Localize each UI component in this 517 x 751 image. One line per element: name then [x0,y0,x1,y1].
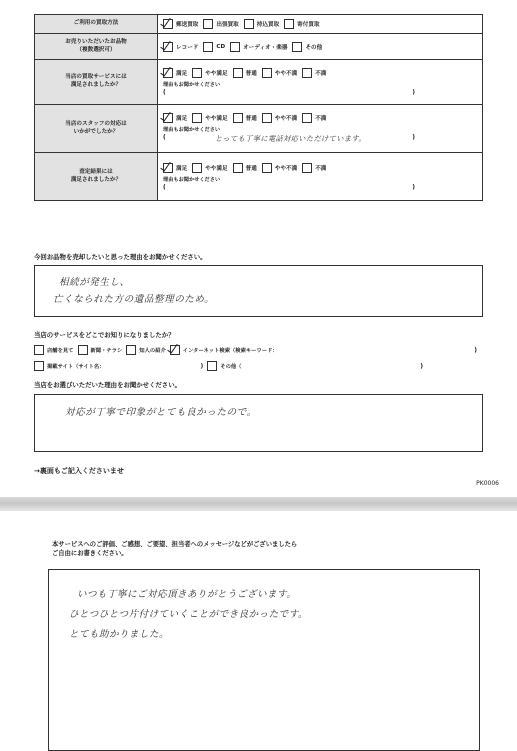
checkbox-other[interactable] [292,42,302,52]
option-other-source[interactable]: その他（ [207,361,241,371]
purchase-survey-table [34,14,483,201]
checkbox-neutral[interactable] [233,163,243,173]
option-donation[interactable]: 寄付買取 [284,19,319,29]
handwritten-line: とても助かりました。 [69,629,170,640]
handwritten-line: 相続が発生し、 [59,277,130,288]
answer-box-reason-sell[interactable] [34,265,483,317]
checkbox-postal-checked[interactable] [163,19,173,29]
option-record[interactable]: レコード [163,42,198,52]
checkbox-somewhat-dissatisfied[interactable] [262,113,272,123]
row-purchase-method [35,15,483,34]
label-purchase-method: ご利用の買取方法 [35,15,158,34]
checkbox-referral[interactable] [126,345,136,355]
checkbox-carry-in[interactable] [244,19,254,29]
how-know-options-row1: 店舗を見て 新聞・チラシ 知人の紹介 インターネット検索（検索キーワード： ) [34,345,483,355]
purchase-method-options [163,19,482,29]
handwritten-staff-reason: とっても丁寧に電話対応いただけています。 [214,134,367,143]
checkbox-cd[interactable] [203,42,213,52]
question-how-know: 当店のサービスをどこでお知りになりましたか？ [34,331,175,339]
label-items-sold: お売りいただいたお品物 （複数選択可） [35,34,158,60]
row-appraisal-satisfaction [35,153,483,201]
appraisal-satisfaction-options: 満足 やや満足 普通 やや不満 不満 [163,163,482,173]
checkbox-donation[interactable] [284,19,294,29]
question-why-choose: 当店をお選びいただいた理由をお聞かせください。 [34,381,181,389]
checkbox-store[interactable] [34,345,44,355]
reason-field-appraisal[interactable]: ( ) [163,183,415,191]
option-postal[interactable]: 郵送買取 [163,19,198,29]
staff-response-options: 満足 やや満足 普通 やや不満 不満 [163,113,482,123]
row-staff-response [35,105,483,153]
question-reason-sell: 今回お品物を売却したいと思った理由をお聞かせください。 [34,253,207,261]
label-staff-response: 当店のスタッフの対応は いかがでしたか？ [35,105,158,153]
row-items-sold [35,34,483,60]
questionnaire-page-back [0,511,517,739]
option-newspaper[interactable]: 新聞・チラシ [78,345,123,355]
label-appraisal-satisfaction: 査定結果には 満足されましたか？ [35,153,158,201]
checkbox-satisfied-checked[interactable] [163,113,173,123]
option-audio[interactable]: オーディオ・楽器 [230,42,287,52]
option-listing-site[interactable]: 掲載サイト（サイト名： [34,361,105,371]
checkbox-neutral[interactable] [233,113,243,123]
reason-prompt: 理由もお聞かせください [163,82,221,88]
checkbox-newspaper[interactable] [78,345,88,355]
page-separator [0,497,517,511]
checkbox-somewhat-satisfied[interactable] [192,113,202,123]
checkbox-satisfied-checked[interactable] [163,163,173,173]
service-satisfaction-options: 満足 やや満足 普通 やや不満 不満 [163,68,482,78]
option-internet[interactable]: インターネット検索（検索キーワード： [170,345,278,355]
row-service-satisfaction [35,60,483,105]
checkbox-dissatisfied[interactable] [302,68,312,78]
checkbox-dissatisfied[interactable] [302,163,312,173]
question-free-comment: 本サービスへのご評価、ご感想、ご要望、担当者へのメッセージなどがございましたら ご自由にお書きください。 [52,541,298,557]
reason-prompt: 理由もお聞かせください [163,176,221,183]
reason-field-service[interactable]: ( ) [163,89,415,96]
checkbox-somewhat-dissatisfied[interactable] [262,68,272,78]
handwritten-line: 亡くなられた方の遺品整理のため。 [53,294,215,305]
option-other[interactable]: その他 [292,42,322,52]
checkbox-neutral[interactable] [233,68,243,78]
reason-field-staff[interactable]: ( とっても丁寧に電話対応いただけています。 ) [163,134,415,143]
how-know-options-row2: 掲載サイト（サイト名： ) その他（ ) [34,361,483,371]
handwritten-line: ひとつひとつ片付けていくことができ良かったです。 [69,609,308,620]
answer-box-free-comment[interactable] [48,569,480,751]
handwritten-line: 対応が丁寧で印象がとても良かったので。 [65,407,257,418]
option-referral[interactable]: 知人の紹介 [126,345,166,355]
checkbox-record-checked[interactable] [163,42,173,52]
checkbox-audio[interactable] [230,42,240,52]
reason-prompt: 理由もお聞かせください [163,127,221,133]
label-service-satisfaction: 当店の買取サービスには 満足されましたか？ [35,60,158,105]
option-visit[interactable]: 出張買取 [203,19,238,29]
checkbox-internet-checked[interactable] [170,345,180,355]
handwritten-line: いつも丁寧にご対応頂きありがとうございます。 [77,589,297,600]
back-page-note: →裏面もご記入くださいませ [34,467,124,475]
option-store[interactable]: 店舗を見て [34,345,74,355]
option-carry-in[interactable]: 持込買取 [244,19,279,29]
checkbox-other-source[interactable] [207,361,217,371]
checkbox-dissatisfied[interactable] [302,113,312,123]
checkbox-somewhat-satisfied[interactable] [192,68,202,78]
checkbox-satisfied-checked[interactable] [163,68,173,78]
answer-box-why-choose[interactable] [34,394,483,452]
document-code: PK0006 [476,480,499,487]
option-cd[interactable]: CD [203,42,225,52]
checkbox-visit[interactable] [203,19,213,29]
checkbox-somewhat-dissatisfied[interactable] [262,163,272,173]
items-sold-options [163,42,482,52]
checkbox-somewhat-satisfied[interactable] [192,163,202,173]
checkbox-listing-site[interactable] [34,361,44,371]
